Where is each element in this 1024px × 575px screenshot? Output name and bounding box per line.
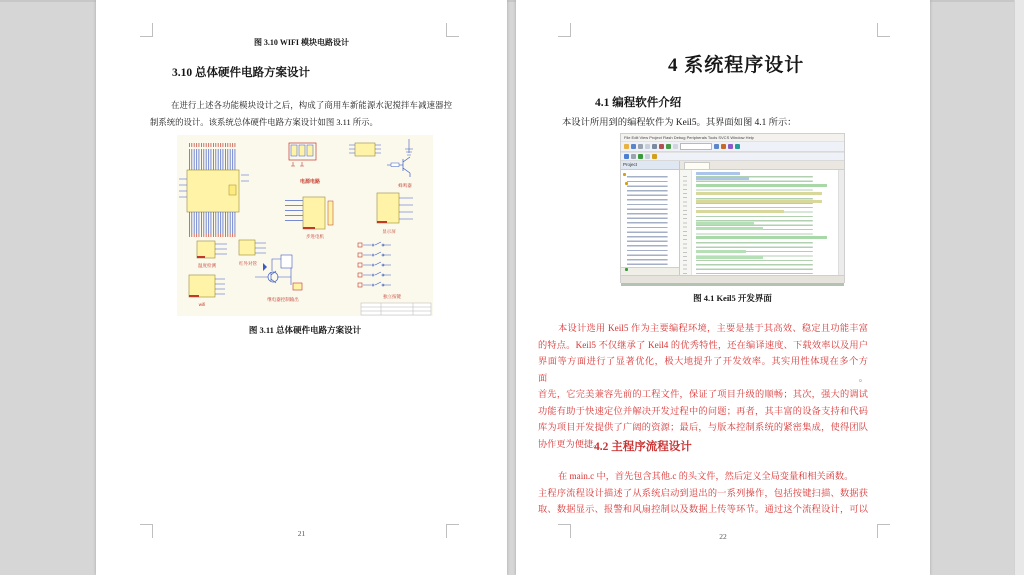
wifi-block xyxy=(189,275,225,307)
code-highlight xyxy=(696,227,763,230)
code-highlight xyxy=(696,192,822,195)
keil-toolbar-2 xyxy=(621,152,844,161)
keil-project-panel xyxy=(621,161,680,275)
red-paragraph-1 xyxy=(538,320,868,452)
paragraph-line: 首先，它完美兼容先前的工程文件，保证了项目升级的顺畅；其次，强大的调试 xyxy=(538,389,868,399)
keil-line-numbers xyxy=(680,170,692,275)
code-highlight xyxy=(696,236,827,239)
keil-options-icon xyxy=(631,154,636,159)
code-highlight xyxy=(696,222,754,225)
keil-save-icon xyxy=(631,144,636,149)
keil-copy-icon xyxy=(645,144,650,149)
label-keys: 独立按键 xyxy=(383,294,401,299)
label-relay: 继电器控制输出 xyxy=(267,297,299,302)
relay-circuit xyxy=(255,255,302,303)
document-page-22 xyxy=(516,0,930,575)
buzzer-circuit xyxy=(387,139,413,189)
title-block-table xyxy=(361,303,431,315)
keil-panel-tabs xyxy=(621,267,679,275)
keil-rebuild-icon xyxy=(673,144,678,149)
power-circuit-block xyxy=(289,143,320,185)
keil-target-icon xyxy=(735,144,740,149)
section-heading-4-2: 4.2 主程序流程设计 xyxy=(594,441,692,453)
paragraph-line: 的特点。Keil5 不仅继承了 Keil4 的优秀特性，还在编译速度、下载效率以及用户 xyxy=(538,339,868,350)
circuit-diagram-figure xyxy=(177,135,433,316)
paragraph-line: 在 main.c 中，首先包含其他.c 的头文件，然后定义全局变量和相关函数。 xyxy=(558,471,854,481)
code-highlight xyxy=(696,210,784,213)
vertical-scrollbar[interactable] xyxy=(1014,0,1024,575)
keil5-screenshot-figure xyxy=(620,133,845,283)
section-heading-3-10: 3.10 总体硬件电路方案设计 xyxy=(172,67,310,79)
paragraph-line: 界面等方面进行了显著优化，极大地提升了开发效率。其实用性体现在多个方面。 xyxy=(538,356,868,383)
figure-caption-4-1: 图 4.1 Keil5 开发界面 xyxy=(693,293,772,303)
keil-folder-icon xyxy=(625,182,628,185)
keil-find-box xyxy=(680,143,712,150)
body-paragraph xyxy=(150,97,452,131)
keil-build-icon xyxy=(666,144,671,149)
mcu-block xyxy=(179,143,249,237)
circuit-schematic xyxy=(177,135,433,316)
chapter-heading-4: 4 系统程序设计 xyxy=(668,55,805,76)
label-stepper: 步进电机 xyxy=(306,234,324,239)
keil-active-tab xyxy=(684,162,710,169)
label-sensor1: 温度检测 xyxy=(198,263,216,268)
paragraph-line: 取、数据显示、报警和风扇控制以及数据上传等环节。通过这个流程设计，可以 xyxy=(538,504,868,514)
display-block xyxy=(377,193,413,235)
keil-project-tree xyxy=(621,170,679,267)
keil-run-icon xyxy=(638,154,643,159)
paragraph-line: 功能有助于快速定位并解决开发过程中的问题；再者，其丰富的设备支持和代码 xyxy=(538,405,868,416)
keil-search-icon xyxy=(714,144,719,149)
keil-file-icon xyxy=(625,268,628,271)
keil-undo-icon xyxy=(652,144,657,149)
code-highlight xyxy=(696,177,749,180)
paragraph-line: 制系统的设计。该系统总体硬件电路方案设计如图 3.11 所示。 xyxy=(150,118,378,127)
keil-breakpoint-icon xyxy=(652,154,657,159)
paragraph-line: 库为项目开发提供了广阔的资源；最后，与版本控制系统的紧密集成，使得团队 xyxy=(538,422,868,432)
code-highlight xyxy=(696,250,746,253)
keil-toolbar-1 xyxy=(621,141,844,152)
keil-bookmark-icon xyxy=(659,144,664,149)
keil-step-icon xyxy=(645,154,650,159)
opto-block xyxy=(349,143,381,156)
keil-code-text xyxy=(692,170,838,275)
figure-caption-3-11: 图 3.11 总体硬件电路方案设计 xyxy=(248,325,362,335)
keys-circuit xyxy=(358,242,401,300)
paragraph-line: 在进行上述各功能模块设计之后，构成了商用车新能源水泥搅拌车减速器控 xyxy=(171,101,452,110)
keil-bottom-strip xyxy=(621,283,844,286)
keil-flash-icon xyxy=(721,144,726,149)
figure-caption-3-10: 图 3.10 WIFI 模块电路设计 xyxy=(253,38,350,47)
keil-open-icon xyxy=(624,144,629,149)
sensor-block-1 xyxy=(197,241,227,269)
paragraph-line: 本设计选用 Keil5 作为主要编程环境，主要是基于其高效、稳定且功能丰富 xyxy=(558,323,868,333)
keil-project-panel-title: Project xyxy=(621,161,679,170)
sensor-block-2 xyxy=(239,240,266,267)
intro-line: 本设计所用到的编程软件为 Keil5。其界面如图 4.1 所示： xyxy=(562,118,797,128)
keil-debug-icon xyxy=(728,144,733,149)
keil-status-bar xyxy=(621,275,844,283)
crop-mark-top-right xyxy=(877,23,890,37)
crop-mark-top-right xyxy=(446,23,459,37)
code-highlight xyxy=(696,256,763,259)
paragraph-line: 协作更为便捷。 xyxy=(538,438,603,449)
paragraph-line: 主程序流程设计描述了从系统启动到退出的一系列操作，包括按键扫描、数据获 xyxy=(538,487,868,498)
label-wifi: wifi xyxy=(198,302,206,307)
page-number: 22 xyxy=(719,532,727,541)
document-page-21 xyxy=(96,0,507,575)
label-buzzer: 蜂鸣器 xyxy=(398,183,412,188)
keil-editor-area xyxy=(680,161,844,275)
crop-mark-top-left xyxy=(140,23,153,37)
keil-folder-icon xyxy=(623,173,626,176)
stepper-block xyxy=(285,197,333,240)
page-number: 21 xyxy=(297,529,306,538)
label-power-circuit: 电源电路 xyxy=(299,179,321,185)
keil-menu-bar: File Edit View Project Flash Debug Peripherals Tools SVCS Window Help xyxy=(621,134,844,141)
code-highlight xyxy=(696,172,740,175)
red-paragraph-2 xyxy=(538,468,868,518)
crop-mark-top-left xyxy=(558,23,571,37)
section-heading-4-1: 4.1 编程软件介绍 xyxy=(595,97,682,109)
keil-document-tabs xyxy=(680,161,844,170)
label-sensor2: 红外对管 xyxy=(239,261,257,266)
keil-load-icon xyxy=(624,154,629,159)
label-display: 显示屏 xyxy=(382,229,396,234)
keil-editor-scrollbar xyxy=(838,170,844,275)
code-highlight xyxy=(696,184,827,187)
keil-cut-icon xyxy=(638,144,643,149)
code-highlight xyxy=(696,200,822,203)
